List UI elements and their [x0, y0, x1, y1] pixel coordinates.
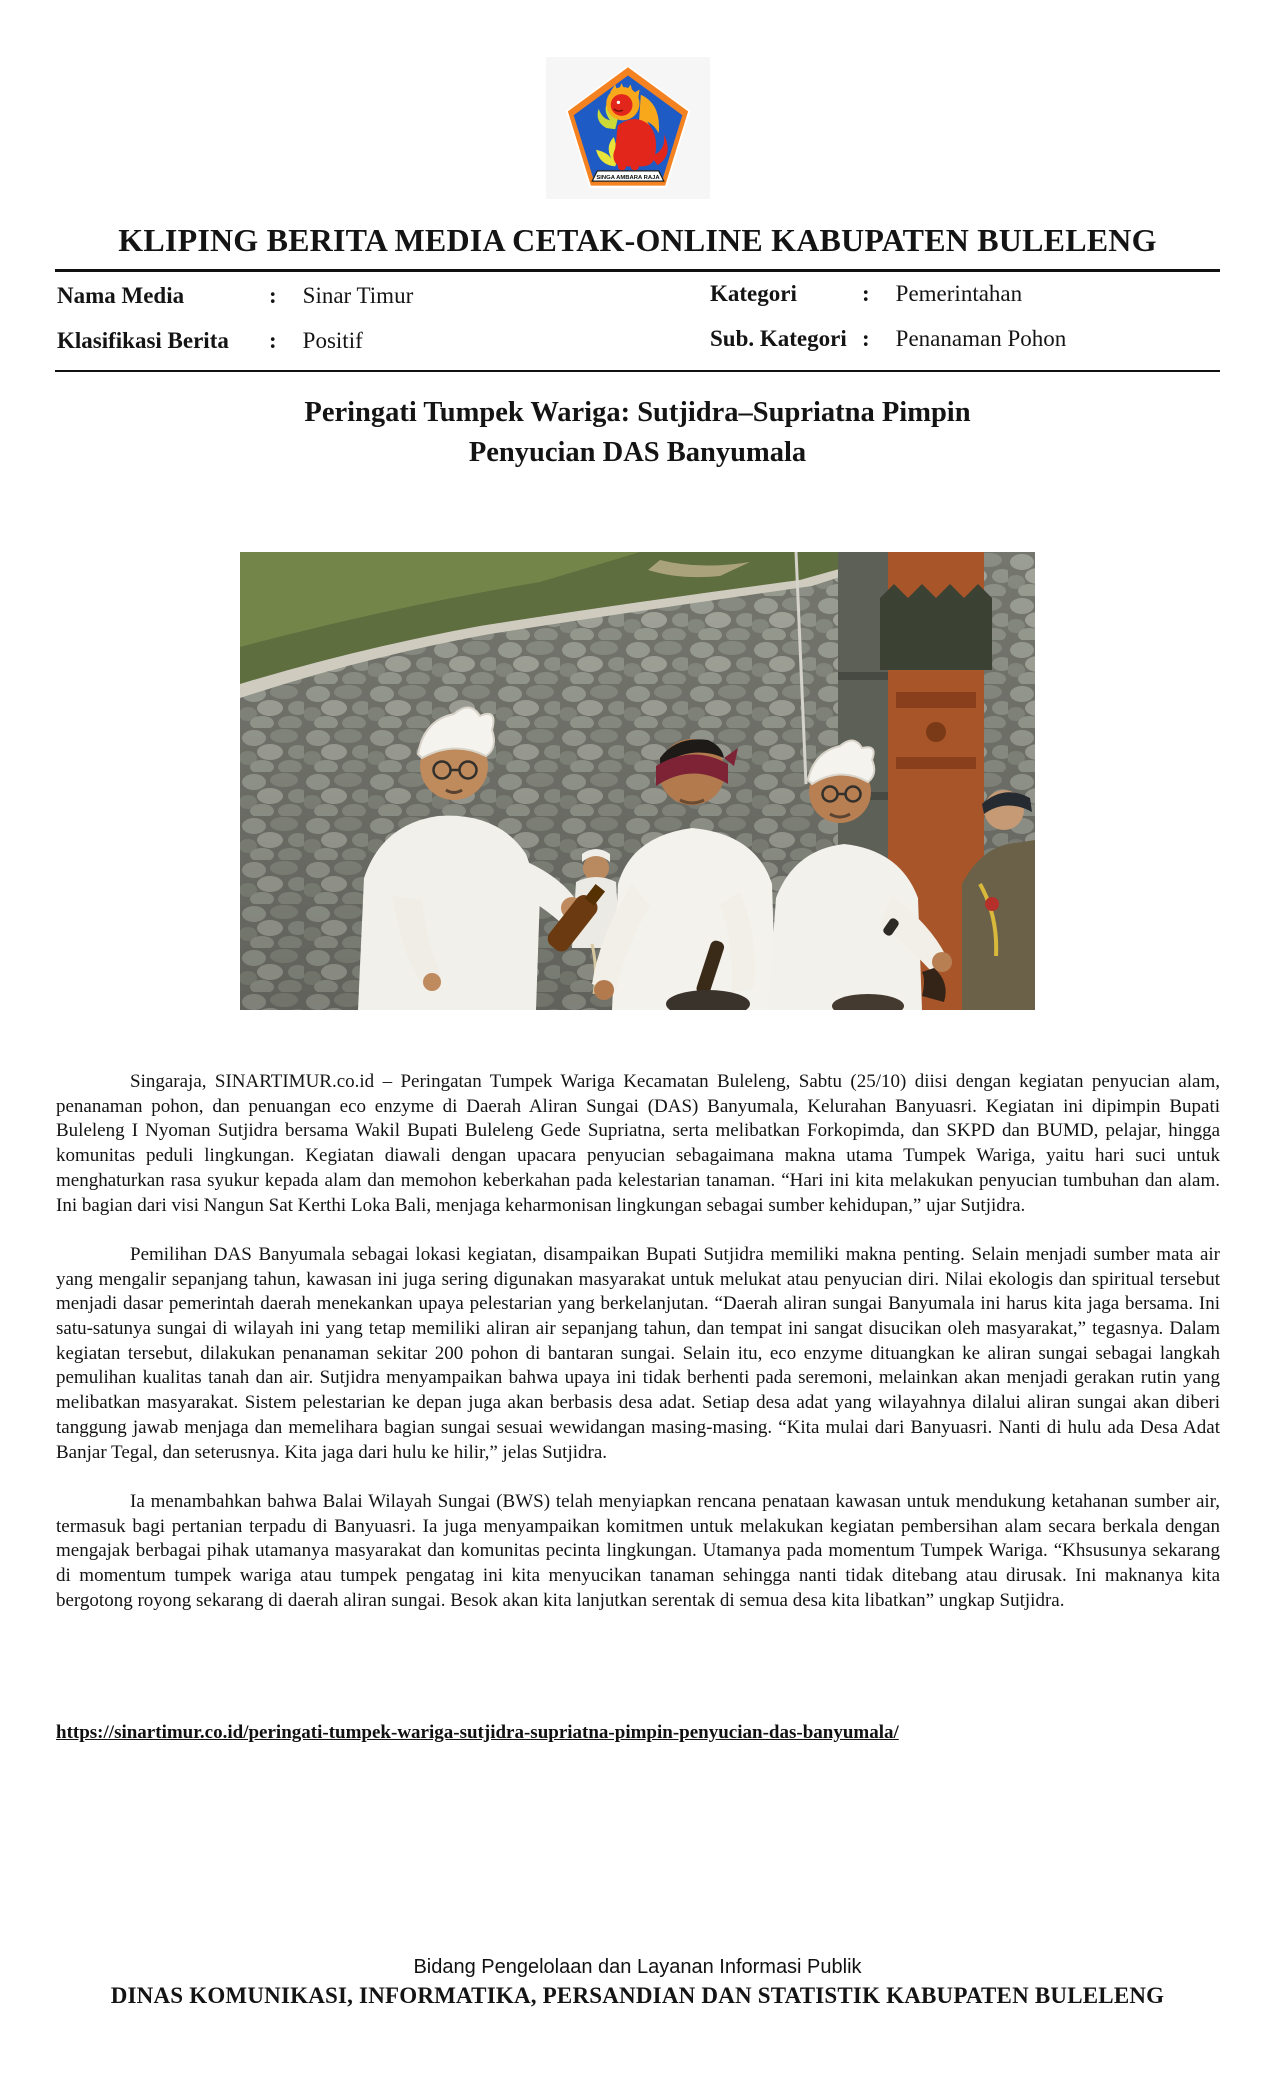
meta-value: Penanaman Pohon — [895, 326, 1067, 351]
meta-kategori — [710, 281, 1022, 307]
meta-colon: : — [862, 281, 870, 306]
source-url-link[interactable]: https://sinartimur.co.id/peringati-tumpek-wariga-sutjidra-supriatna-pimpin-penyucian-das-banyumala/ — [56, 1722, 899, 1743]
article-paragraph: Singaraja, SINARTIMUR.co.id – Peringatan Tumpek Wariga Kecamatan Buleleng, Sabtu (25/10) diisi dengan kegiatan penyucian alam, penanaman pohon, dan penuangan eco enzyme di Daerah Aliran Sungai (DAS) Banyumala, Kelurahan Banyuasri. Kegiatan ini dipimpin Bupati Buleleng I Nyoman Sutjidra bersama Wakil Bupati Buleleng Gede Supriatna, serta melibatkan Forkopimda, dan SKPD dan BUMD, pelajar, hingga komunitas peduli lingkungan. Kegiatan diawali dengan upacara penyucian sebagaimana makna utama Tumpek Wariga, yaitu hari suci untuk menghaturkan rasa syukur kepada alam dan memohon keberkahan pada kelestarian tanaman. “Hari ini kita melakukan penyucian tumbuhan dan alam. Ini bagian dari visi Nangun Sat Kerthi Loka Bali, menjaga keharmonisan lingkungan sebagai sumber kehidupan,” ujar Sutjidra. — [56, 1071, 1220, 1216]
meta-sub-kategori — [710, 326, 1066, 352]
article-title — [0, 393, 1275, 473]
article-body — [56, 1070, 1220, 1638]
meta-colon: : — [269, 328, 277, 353]
footer-bidang: Bidang Pengelolaan dan Layanan Informasi Publik — [413, 1956, 862, 1978]
meta-value: Positif — [302, 328, 363, 353]
ceremony-photo-illustration — [240, 552, 1035, 1010]
meta-nama-media — [57, 283, 413, 309]
meta-label: Klasifikasi Berita — [57, 328, 229, 353]
document-footer — [0, 1956, 1275, 2009]
meta-label: Kategori — [710, 281, 797, 306]
singa-ambara-raja-crest-icon — [563, 64, 693, 192]
article-title-line2: Penyucian DAS Banyumala — [468, 437, 807, 468]
article-title-line1: Peringati Tumpek Wariga: Sutjidra–Supriatna Pimpin — [304, 397, 971, 428]
buleleng-crest-logo — [546, 57, 710, 199]
meta-label: Nama Media — [57, 283, 185, 308]
article-photo — [240, 552, 1035, 1010]
footer-dinas: DINAS KOMUNIKASI, INFORMATIKA, PERSANDIAN DAN STATISTIK KABUPATEN BULELENG — [110, 1983, 1165, 2008]
article-paragraph: Pemilihan DAS Banyumala sebagai lokasi kegiatan, disampaikan Bupati Sutjidra memiliki makna penting. Selain menjadi sumber mata air yang mengalir sepanjang tahun, kawasan ini juga sering digunakan masyarakat untuk melukat atau penyucian diri. Nilai ekologis dan spiritual tersebut menjadi dasar pemerintah daerah menekankan upaya pelestarian yang berkelanjutan. “Daerah aliran sungai Banyumala ini harus kita jaga bersama. Ini satu-satunya sungai di wilayah ini yang tetap memiliki aliran air sepanjang tahun, dan tempat ini sangat disucikan oleh masyarakat,” tegasnya. Dalam kegiatan tersebut, dilakukan penanaman sekitar 200 pohon di bantaran sungai. Selain itu, eco enzyme dituangkan ke aliran sungai sebagai langkah pemulihan kualitas tanah dan air. Sutjidra menyampaikan bahwa upaya ini tidak berhenti pada seremoni, melainkan akan menjadi gerakan rutin yang melibatkan masyarakat. Sistem pelestarian ke depan juga akan berbasis desa adat. Setiap desa adat yang wilayahnya dilalui aliran sungai akan diberi tanggung jawab menjaga dan memelihara bagian sungai sesuai wewidangan masing-masing. “Kita mulai dari Banyuasri. Nanti di hulu ada Desa Adat Banjar Tegal, dan seterusnya. Kita jaga dari hulu ke hilir,” jelas Sutjidra. — [56, 1243, 1220, 1463]
meta-colon: : — [269, 283, 277, 308]
meta-klasifikasi-berita — [57, 328, 363, 354]
meta-colon: : — [862, 326, 870, 351]
meta-label: Sub. Kategori — [710, 326, 847, 351]
article-paragraph: Ia menambahkan bahwa Balai Wilayah Sungai (BWS) telah menyiapkan rencana penataan kawasan untuk mendukung ketahanan sumber air, termasuk bagi pertanian terpadu di Banyuasri. Ia juga menyampaikan komitmen untuk melakukan kegiatan pembersihan alam secara berkala dengan mengajak berbagai pihak utamanya masyarakat dan komunitas pecinta lingkungan. Utamanya pada momentum Tumpek Wariga. “Khsusunya sekarang di momentum tumpek wariga atau tumpek pengatag ini kita menyucikan tanaman sehingga nanti tidak ditebang atau dirusak. Ini maknanya kita bergotong royong sekarang di daerah aliran sungai. Besok akan kita lanjutkan serentak di semua desa kita libatkan” ungkap Sutjidra. — [56, 1490, 1220, 1611]
header-rule-bottom — [55, 370, 1220, 372]
meta-value: Pemerintahan — [895, 281, 1023, 306]
header-rule-top — [55, 269, 1220, 272]
document-title: KLIPING BERITA MEDIA CETAK-ONLINE KABUPATEN BULELENG — [118, 222, 1157, 258]
meta-value: Sinar Timur — [302, 283, 414, 308]
crest-banner-text: SINGA AMBARA RAJA — [596, 175, 660, 182]
